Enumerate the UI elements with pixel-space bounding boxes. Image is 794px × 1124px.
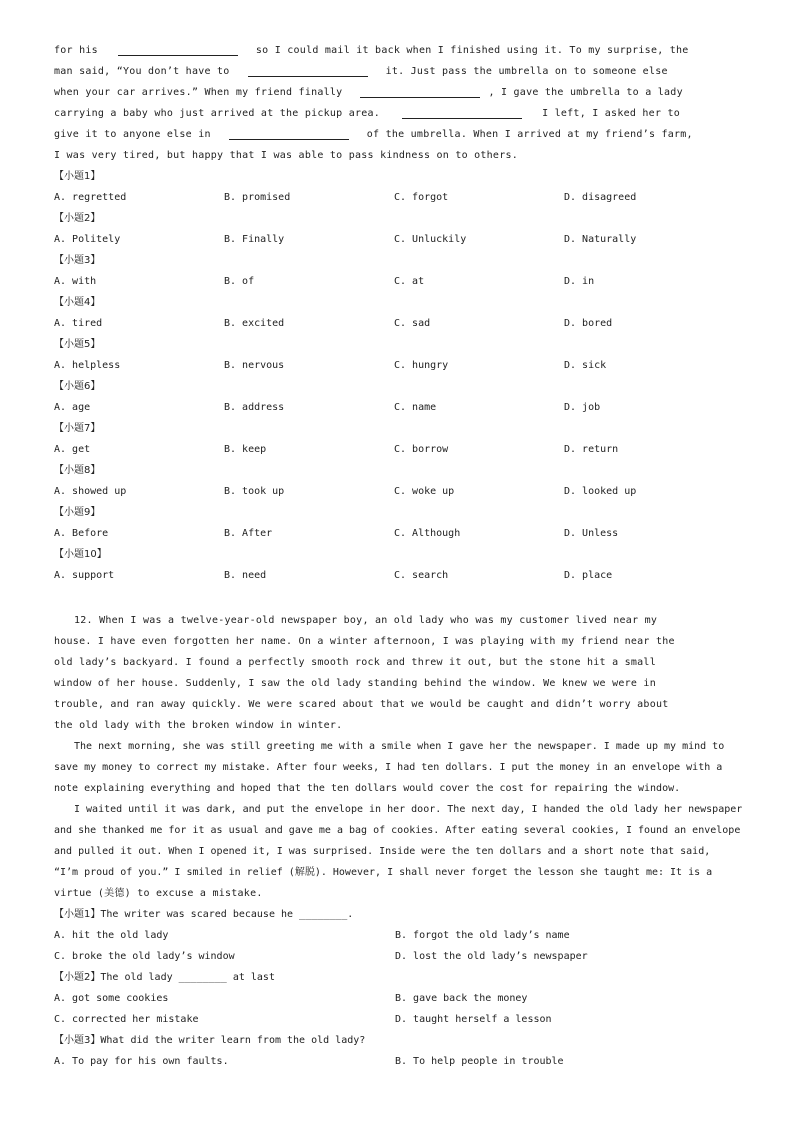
option-a[interactable]: A. tired (54, 318, 103, 329)
option-d[interactable]: D. disagreed (564, 192, 637, 203)
question-label: 【小题2】 (54, 972, 101, 983)
option-row (54, 1051, 744, 1072)
option-d[interactable]: D. place (564, 570, 613, 581)
option-b[interactable]: B. of (224, 276, 255, 287)
option-d[interactable]: D. taught herself a lesson (395, 1014, 552, 1025)
answer-blank (229, 128, 349, 140)
option-a[interactable]: A. Before (54, 528, 109, 539)
question-item (54, 376, 744, 418)
passage2-line: I waited until it was dark, and put the envelope in her door. The next day, I handed the old lady her newspaper (74, 804, 743, 815)
option-b[interactable]: B. After (224, 528, 273, 539)
question-item (54, 166, 744, 208)
option-d[interactable]: D. Naturally (564, 234, 637, 245)
option-d[interactable]: D. lost the old lady’s newspaper (395, 951, 588, 962)
option-d[interactable]: D. looked up (564, 486, 637, 497)
question-item (54, 460, 744, 502)
question-label: 【小题7】 (54, 423, 101, 434)
option-row (54, 355, 744, 376)
option-b[interactable]: B. address (224, 402, 285, 413)
passage2-line: “I’m proud of you.” I smiled in relief (解脱). However, I shall never forget the lesson she taught me: It is a (54, 867, 713, 878)
question-label: 【小题1】 (54, 171, 101, 182)
option-b[interactable]: B. nervous (224, 360, 285, 371)
answer-blank (402, 107, 522, 119)
question-item (54, 250, 744, 292)
passage2-line: The next morning, she was still greeting me with a smile when I gave her the newspaper. I made up my mind to (74, 741, 725, 752)
option-b[interactable]: B. forgot the old lady’s name (395, 930, 570, 941)
question-item (54, 544, 744, 586)
option-a[interactable]: A. Politely (54, 234, 121, 245)
option-row (54, 1009, 744, 1030)
passage1-line (54, 124, 744, 145)
option-c[interactable]: C. name (394, 402, 437, 413)
question-group-2 (54, 904, 744, 1072)
question-label: 【小题4】 (54, 297, 101, 308)
passage1-line (54, 82, 744, 103)
option-row (54, 439, 744, 460)
option-row (54, 271, 744, 292)
option-row (54, 187, 744, 208)
question-label: 【小题9】 (54, 507, 101, 518)
option-c[interactable]: C. hungry (394, 360, 449, 371)
option-b[interactable]: B. gave back the money (395, 993, 528, 1004)
option-b[interactable]: B. keep (224, 444, 267, 455)
passage2-line: note explaining everything and hoped that the ten dollars would cover the cost for repairing the window. (54, 783, 681, 794)
question-label: 【小题6】 (54, 381, 101, 392)
passage2-line: and she thanked me for it as usual and gave me a bag of cookies. After eating several cookies, I found an envelope (54, 825, 741, 836)
option-c[interactable]: C. corrected her mistake (54, 1014, 199, 1025)
option-c[interactable]: C. search (394, 570, 449, 581)
option-a[interactable]: A. hit the old lady (54, 930, 169, 941)
question-item (54, 418, 744, 460)
option-d[interactable]: D. return (564, 444, 619, 455)
answer-blank (118, 44, 238, 56)
option-a[interactable]: A. age (54, 402, 91, 413)
passage2-line: save my money to correct my mistake. After four weeks, I had ten dollars. I put the money in an envelope with a (54, 762, 723, 773)
question-label: 【小题10】 (54, 549, 107, 560)
question-item (54, 967, 744, 1030)
passage2-line: trouble, and ran away quickly. We were scared about that we would be caught and didn’t worry about (54, 699, 669, 710)
option-row (54, 481, 744, 502)
passage2-line: and pulled it out. When I opened it, I was surprised. Inside were the ten dollars and a short note that said, (54, 846, 711, 857)
text-fragment: it. Just pass the umbrella on to someone else (385, 66, 668, 77)
option-b[interactable]: B. To help people in trouble (395, 1056, 564, 1067)
question-label: 【小题8】 (54, 465, 101, 476)
passage1-line (54, 61, 744, 82)
passage2-line: the old lady with the broken window in winter. (54, 720, 343, 731)
answer-blank (248, 65, 368, 77)
option-row (54, 397, 744, 418)
question-stem-row (54, 904, 744, 925)
question-item (54, 208, 744, 250)
option-row (54, 946, 744, 967)
question-item (54, 334, 744, 376)
passage1-line (54, 40, 744, 61)
option-a[interactable]: A. with (54, 276, 97, 287)
question-stem: What did the writer learn from the old lady? (100, 1035, 366, 1046)
passage2 (54, 610, 744, 904)
text-fragment: so I could mail it back when I finished using it. To my surprise, the (255, 45, 689, 56)
passage2-line: 12. When I was a twelve-year-old newspaper boy, an old lady who was my customer lived near my (74, 615, 658, 626)
question-group-1 (54, 166, 744, 586)
question-label: 【小题3】 (54, 1035, 101, 1046)
option-d[interactable]: D. in (564, 276, 595, 287)
question-stem-row (54, 1030, 744, 1051)
option-c[interactable]: C. woke up (394, 486, 455, 497)
option-c[interactable]: C. Unluckily (394, 234, 467, 245)
section-gap (54, 586, 744, 610)
text-fragment: carrying a baby who just arrived at the pickup area. (54, 108, 381, 119)
option-a[interactable]: A. regretted (54, 192, 127, 203)
question-label: 【小题3】 (54, 255, 101, 266)
option-row (54, 925, 744, 946)
passage2-line: house. I have even forgotten her name. On a winter afternoon, I was playing with my friend near the (54, 636, 675, 647)
option-a[interactable]: A. helpless (54, 360, 121, 371)
passage1-line (54, 103, 744, 124)
question-item (54, 502, 744, 544)
question-label: 【小题5】 (54, 339, 101, 350)
passage1-line: I was very tired, but happy that I was able to pass kindness on to others. (54, 150, 519, 161)
option-c[interactable]: C. at (394, 276, 425, 287)
text-fragment: I left, I asked her to (542, 108, 681, 119)
passage2-line: old lady’s backyard. I found a perfectly smooth rock and threw it out, but the stone hit a small (54, 657, 656, 668)
text-fragment: give it to anyone else in (54, 129, 211, 140)
option-d[interactable]: D. Unless (564, 528, 619, 539)
option-row (54, 988, 744, 1009)
question-item (54, 1030, 744, 1072)
question-stem-row (54, 967, 744, 988)
question-stem: The writer was scared because he ________. (100, 909, 354, 920)
question-stem: The old lady ________ at last (100, 972, 275, 983)
option-b[interactable]: B. took up (224, 486, 285, 497)
passage2-line: window of her house. Suddenly, I saw the old lady standing behind the window. We knew we were in (54, 678, 656, 689)
passage2-line: virtue (美德) to excuse a mistake. (54, 888, 263, 899)
option-c[interactable]: C. borrow (394, 444, 449, 455)
text-fragment: when your car arrives.” When my friend finally (54, 87, 343, 98)
option-a[interactable]: A. support (54, 570, 115, 581)
option-b[interactable]: B. promised (224, 192, 291, 203)
question-item (54, 292, 744, 334)
option-row (54, 313, 744, 334)
option-d[interactable]: D. bored (564, 318, 613, 329)
question-label: 【小题1】 (54, 909, 101, 920)
option-a[interactable]: A. got some cookies (54, 993, 169, 1004)
option-a[interactable]: A. To pay for his own faults. (54, 1056, 229, 1067)
option-b[interactable]: B. excited (224, 318, 285, 329)
option-b[interactable]: B. need (224, 570, 267, 581)
option-a[interactable]: A. get (54, 444, 91, 455)
question-item (54, 904, 744, 967)
answer-blank (360, 86, 480, 98)
text-fragment: for his (54, 45, 98, 56)
worksheet-page (54, 40, 744, 1072)
option-c[interactable]: C. sad (394, 318, 431, 329)
option-d[interactable]: D. job (564, 402, 601, 413)
option-a[interactable]: A. showed up (54, 486, 127, 497)
option-row (54, 565, 744, 586)
option-c[interactable]: C. Although (394, 528, 461, 539)
text-fragment: , I gave the umbrella to a lady (488, 87, 683, 98)
option-c[interactable]: C. forgot (394, 192, 449, 203)
option-d[interactable]: D. sick (564, 360, 607, 371)
option-b[interactable]: B. Finally (224, 234, 285, 245)
option-row (54, 523, 744, 544)
option-row (54, 229, 744, 250)
question-label: 【小题2】 (54, 213, 101, 224)
option-c[interactable]: C. broke the old lady’s window (54, 951, 235, 962)
text-fragment: of the umbrella. When I arrived at my friend’s farm, (366, 129, 693, 140)
text-fragment: man said, “You don’t have to (54, 66, 230, 77)
